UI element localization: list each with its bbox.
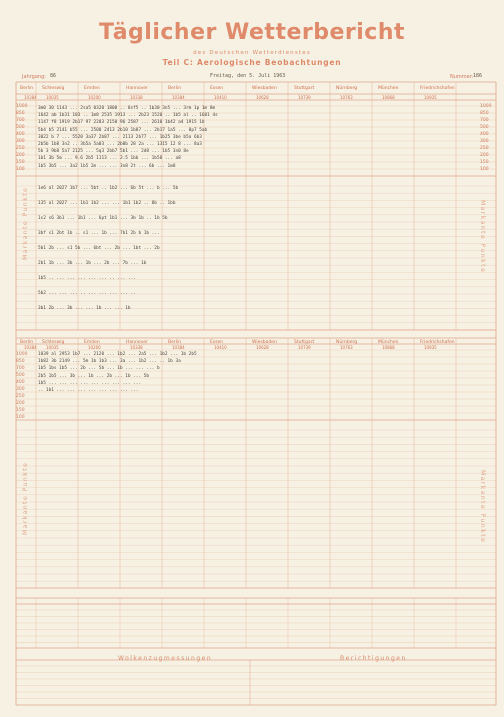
wolken-title: Wolkenzugmessungen bbox=[118, 655, 213, 662]
pressure-level: 150 bbox=[16, 160, 25, 165]
station-name: Wiesbaden bbox=[252, 340, 277, 345]
station-id: 10200 bbox=[88, 95, 101, 100]
pressure-level: 700 bbox=[16, 118, 25, 123]
station-name: Hannover bbox=[126, 86, 148, 91]
pressure-level: 400 bbox=[16, 132, 25, 137]
data-line: 1642 ab 1b31 103 .. 1m8 2535 1913 ... 2b23 1520 .. 1b5 al .. 1601 4s bbox=[38, 113, 218, 119]
pressure-level-right: 250 bbox=[480, 146, 489, 151]
pressure-level: 400 bbox=[16, 380, 25, 385]
pressure-level: 850 bbox=[16, 111, 25, 116]
station-id: 10035 bbox=[46, 345, 59, 350]
pressure-level: 500 bbox=[16, 125, 25, 130]
station-name: Friedrichshafen bbox=[420, 86, 455, 91]
pressure-level-right: 400 bbox=[480, 132, 489, 137]
station-id: 10384 bbox=[172, 345, 185, 350]
station-name: Nürnberg bbox=[336, 86, 358, 91]
station-name: Essen bbox=[210, 86, 224, 91]
data-line: 1147 f8 1919 2b17 97 2203 2150 96 2587 ... 2610 1b42 a4 1915 1b bbox=[38, 120, 205, 126]
data-line: 5b 3 9b8 5a7 2125 ... 5q3 2bb7 5b1 ... 2d8 ... 1b5 3n0 8e bbox=[38, 149, 189, 155]
pressure-level: 100 bbox=[16, 415, 25, 420]
data-line: 3022 b 7 ... 5520 3a37 2b87 ... 2113 2b77 ... 1b25 3be b5a 6b3 bbox=[38, 134, 202, 140]
station-id: 10384 bbox=[24, 95, 37, 100]
side-label-right-mid: Markante Punkte bbox=[479, 470, 486, 544]
pressure-level: 250 bbox=[16, 146, 25, 151]
pressure-level: 200 bbox=[16, 401, 25, 406]
station-name: Berlin bbox=[168, 340, 182, 345]
station-name: Stuttgart bbox=[294, 86, 315, 91]
pressure-level-right: 300 bbox=[480, 139, 489, 144]
side-label-left-top: Markante Punkte bbox=[22, 186, 29, 260]
report-date: Freitag, den 5. Juli 1963 bbox=[210, 73, 286, 79]
station-name: Berlin bbox=[20, 86, 34, 91]
data-line: 1039 al 2953 1b7 ... 2120 ... 1b2 ... 2a5 ... 1b2 ... 1b 2b5 bbox=[38, 352, 197, 357]
data-line: 3m0 30 1143 ... 2sa5 0320 1800 .. 8sf5 .. 1b30 3n5 ... 3rm 1p 1m 8m bbox=[38, 106, 216, 111]
station-id: 10384 bbox=[24, 345, 37, 350]
station-name: Berlin bbox=[20, 340, 34, 345]
data-line: 1b5 ... ... ... ... ... ... ... ... ... bbox=[38, 380, 142, 386]
station-id: 10868 bbox=[382, 95, 395, 100]
station-id: 10384 bbox=[172, 95, 185, 100]
data-line: 1b5 .. ... ... ... ... ... .. ... ... bbox=[38, 276, 136, 281]
station-name: Schleswig bbox=[42, 86, 65, 91]
station-name: Emden bbox=[84, 86, 100, 91]
station-name: München bbox=[378, 340, 399, 345]
pressure-level: 300 bbox=[16, 139, 25, 144]
data-line: 1b1 3b 5m ... 9.6 2b5 1113 ... 2.5 1bb ... 1b58 ... a8 bbox=[38, 156, 181, 162]
data-line: 1e6 al 2027 1b7 ... 5bt .. 1b2 ... 6b 5t ... b ... 5b bbox=[38, 186, 179, 191]
station-id: 10338 bbox=[130, 345, 143, 350]
pressure-level-right: 500 bbox=[480, 125, 489, 130]
data-line: 1b82 3b 2149 ... 5m 1b 1b3 ... 3a ... 1b2 ... .. 1b 3a bbox=[38, 359, 181, 365]
station-id: 10868 bbox=[382, 345, 395, 350]
pressure-level: 850 bbox=[16, 359, 25, 364]
station-name: München bbox=[378, 86, 399, 91]
data-line: 5b4 b5 2141 b55 ... 2500 2413 2b10 1b87 ... 2b17 1a5 ... 8p7 5ab bbox=[38, 127, 208, 133]
station-id: 10410 bbox=[214, 95, 227, 100]
data-line: 135 al 2027 ... 1b1 1b2 ... ... 1b1 1b2 .. 8b .. 1bb bbox=[38, 201, 176, 206]
data-line: 1b5 1bs 1b5 ... 2b ... 5b ... 1b ... ... ... b bbox=[38, 366, 160, 372]
pressure-level-right: 850 bbox=[480, 111, 489, 116]
pressure-level: 150 bbox=[16, 408, 25, 413]
station-id: 10763 bbox=[340, 345, 353, 350]
station-id: 10338 bbox=[130, 95, 143, 100]
station-name: Essen bbox=[210, 340, 224, 345]
pressure-level-right: 200 bbox=[480, 153, 489, 158]
nummer-value: 186 bbox=[473, 73, 483, 79]
station-id: 10739 bbox=[298, 345, 311, 350]
pressure-level-right: 700 bbox=[480, 118, 489, 123]
pressure-level: 500 bbox=[16, 373, 25, 378]
data-line: 2b1 1b ... 3b ... 1b ... 2b ... 7b ... 1b bbox=[38, 261, 147, 266]
pressure-level: 200 bbox=[16, 153, 25, 158]
station-id: 10200 bbox=[88, 345, 101, 350]
side-label-right-top: Markante Punkte bbox=[479, 200, 486, 274]
jahrgang-label: Jahrgang: bbox=[22, 74, 46, 80]
pressure-level: 1000 bbox=[16, 104, 28, 109]
nummer-label: Nummer: bbox=[450, 74, 474, 80]
data-line: 2b5b 1b8 3n2 .. 3b5a 5a03 ... 2b8b 28 2a ... 1315 12 8 ... 8a3 bbox=[38, 142, 202, 147]
station-name: Friedrichshafen bbox=[420, 340, 455, 345]
data-line: 5b1 2b ... s1 5b ... 6bt ... 2b ... 1bt ... 2b bbox=[38, 246, 160, 251]
pressure-level: 700 bbox=[16, 366, 25, 371]
data-line: 1s2 s6 3b1 ... 1b1 ... 6pt 1b1 ... 3b 1b .. 1b 5b bbox=[38, 216, 168, 221]
station-id: 10935 bbox=[424, 345, 437, 350]
station-name: Berlin bbox=[168, 86, 182, 91]
data-line: 1b5 3b5 ... 3a2 1b5 2m ... ... 3n8 2t ... 6b ... 1m8 bbox=[38, 163, 176, 169]
pressure-level-right: 1000 bbox=[480, 104, 492, 109]
station-id: 10035 bbox=[46, 95, 59, 100]
station-id: 10628 bbox=[256, 345, 269, 350]
report-subtitle: des Deutschen Wetterdienstes bbox=[193, 50, 311, 56]
station-name: Nürnberg bbox=[336, 340, 358, 345]
berichtigungen-title: Berichtigungen bbox=[340, 655, 407, 662]
pressure-level: 100 bbox=[16, 167, 25, 172]
station-id: 10935 bbox=[424, 95, 437, 100]
jahrgang-value: 86 bbox=[50, 73, 57, 79]
data-line: .. 1b1 ... ... ... ... ... ... ... ... bbox=[38, 388, 139, 393]
side-label-left-mid: Markante Punkte bbox=[22, 461, 29, 535]
report-part-title: Teil C: Aerologische Beobachtungen bbox=[162, 58, 342, 67]
station-id: 10739 bbox=[298, 95, 311, 100]
station-id: 10628 bbox=[256, 95, 269, 100]
station-name: Stuttgart bbox=[294, 340, 315, 345]
data-line: 5b2 ... ... ... .. ... ... ... ... .. bbox=[38, 291, 136, 296]
data-line: 3b1 2b ... 3b ... ... 1b ... ... 1b bbox=[38, 306, 131, 311]
station-name: Wiesbaden bbox=[252, 86, 277, 91]
pressure-level: 300 bbox=[16, 387, 25, 392]
pressure-level-right: 100 bbox=[480, 167, 489, 172]
station-name: Schleswig bbox=[42, 340, 65, 345]
data-line: 2b5 1b5 ... 3b ... 1b ... 2b ... 1b ... 5b bbox=[38, 373, 150, 379]
station-id: 10410 bbox=[214, 345, 227, 350]
station-id: 10763 bbox=[340, 95, 353, 100]
pressure-level: 1000 bbox=[16, 352, 28, 357]
station-name: Emden bbox=[84, 340, 100, 345]
pressure-level-right: 150 bbox=[480, 160, 489, 165]
report-title: Täglicher Wetterbericht bbox=[98, 20, 406, 45]
pressure-level: 250 bbox=[16, 394, 25, 399]
station-name: Hannover bbox=[126, 340, 148, 345]
data-line: 3bf s1 2bt 1b .. s1 ... 1b ... 7b1 2b b 1b ... bbox=[38, 231, 160, 236]
